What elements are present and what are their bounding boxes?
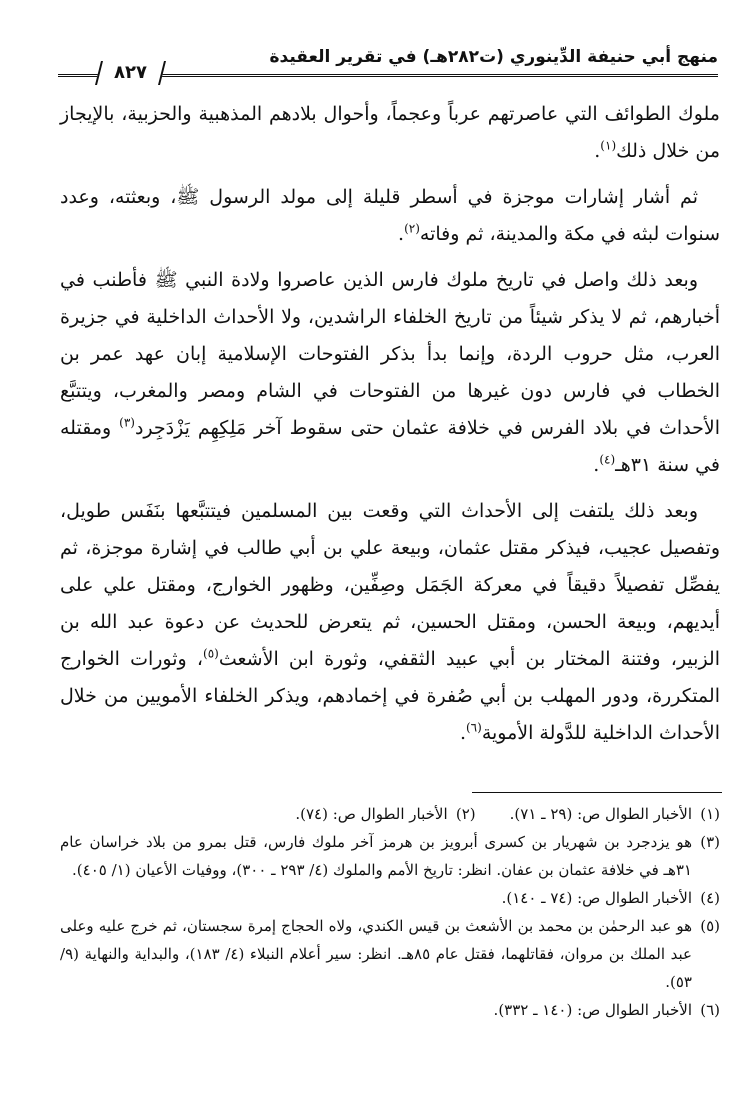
- page-number-box: [95, 61, 166, 85]
- footnote-6-text: الأخبار الطوال ص: (١٤٠ ـ ٣٣٢).: [493, 1001, 692, 1019]
- paragraph-2: [60, 179, 720, 253]
- footnote-3-text: هو يزدجرد بن شهريار بن كسرى أبرويز بن هرمز آخر ملوك فارس، قتل بمرو من بلاد خراسان عام ٣١هـ في خلافة عثمان بن عفان. انظر: تاريخ الأمم والملوك (٤/ ٢٩٣ ـ ٣٠٠)، ووفيات الأعيان (١/ ٤٠٥).: [60, 833, 692, 879]
- footnote-separator: [472, 792, 722, 793]
- footnote-ref-4: (٤): [599, 452, 616, 467]
- footnote-5: [60, 912, 720, 996]
- footnote-6-number: (٦): [700, 1001, 720, 1019]
- paragraph-2-text: ثم أشار إشارات موجزة في أسطر قليلة إلى مولد الرسول ﷺ، وبعثته، وعدد سنوات لبثه في مكة والمدينة، ثم وفاته: [60, 186, 720, 245]
- page-number: ٨٢٧: [114, 62, 147, 83]
- footnote-2-text: الأخبار الطوال ص: (٧٤).: [295, 805, 448, 823]
- paragraph-4-tail: .: [459, 722, 466, 744]
- footnotes: [60, 800, 720, 1024]
- footnote-4: [60, 884, 720, 912]
- paragraph-1: [60, 96, 720, 170]
- footnote-ref-2: (٢): [404, 221, 420, 236]
- footnote-4-number: (٤): [700, 889, 720, 907]
- header-title: منهج أبي حنيفة الدِّينوري (ت٢٨٢هـ) في تقرير العقيدة: [269, 47, 718, 67]
- footnote-1: [510, 800, 720, 828]
- footnote-6: [60, 996, 720, 1024]
- footnote-3: [60, 828, 720, 884]
- footnote-3-number: (٣): [700, 833, 720, 851]
- footnote-ref-3: (٣): [119, 415, 135, 430]
- footnote-1-text: الأخبار الطوال ص: (٢٩ ـ ٧١).: [509, 805, 692, 823]
- footnote-ref-1: (١): [600, 138, 617, 153]
- paragraph-1-text: ملوك الطوائف التي عاصرتهم عرباً وعجماً، وأحوال بلادهم المذهبية والحزبية، بالإيجاز من خلال ذلك: [60, 103, 720, 162]
- paragraph-2-tail: .: [398, 223, 405, 245]
- footnote-2-number: (٢): [455, 805, 476, 823]
- footnote-5-number: (٥): [700, 917, 720, 935]
- paragraph-4-text-b: ، وثورات الخوارج المتكررة، ودور المهلب بن أبي صُفرة في إخمادهم، ويذكر الخلفاء الأمويين من خلال الأحداث الداخلية للدَّولة الأموية: [60, 648, 720, 744]
- paragraph-4: [60, 493, 720, 752]
- main-text: [60, 96, 720, 761]
- paragraph-3-text-a: وبعد ذلك واصل في تاريخ ملوك فارس الذين عاصروا ولادة النبي ﷺ فأطنب في أخبارهم، ثم لا يذكر شيئاً من تاريخ الخلفاء الراشدين، ولا الأحداث الداخلية في جزيرة العرب، مثل حروب الردة، وإنما بدأ بذكر الفتوحات الإسلامية إبان عهد عمر بن الخطاب في فارس دون غيرها من الفتوحات في الشام ومصر والمغرب، ويتتبَّع الأحداث في بلاد الفرس في خلافة عثمان حتى سقوط آخر مَلِكِهِم يَزْدَجِرد: [60, 269, 720, 439]
- footnote-5-text: هو عبد الرحمٰن بن محمد بن الأشعث بن قيس الكندي، ولاه الحجاج إمرة سجستان، ثم خرج عليه وعلى عبد الملك بن مروان، فقاتلهما، فقتل عام ٨٥هـ. انظر: سير أعلام النبلاء (٤/ ١٨٣)، والبداية والنهاية (٩/ ٥٣).: [60, 917, 692, 991]
- footnote-ref-6: (٦): [465, 720, 482, 735]
- footnote-1-number: (١): [700, 805, 720, 823]
- paragraph-1-tail: .: [594, 140, 601, 162]
- paragraph-3-tail: .: [593, 454, 600, 476]
- footnote-row-1-2: [60, 800, 720, 828]
- paragraph-3: [60, 262, 720, 484]
- footnote-4-text: الأخبار الطوال ص: (٧٤ ـ ١٤٠).: [501, 889, 692, 907]
- paragraph-3-text-b: ومقتله في سنة ٣١هـ: [60, 417, 720, 476]
- footnote-2: [295, 800, 475, 828]
- paragraph-4-text-a: وبعد ذلك يلتفت إلى الأحداث التي وقعت بين المسلمين فيتتبَّعها بنَفَس طويل، وتفصيل عجيب، فيذكر مقتل عثمان، وبيعة علي بن أبي طالب في إشارة موجزة، ثم يفصِّل تفصيلاً دقيقاً في معركة الجَمَل وصِفِّين، وظهور الخوارج، ومقتل علي على أيديهم، وبيعة الحسن، ومقتل الحسين، ثم يتعرض للحديث عن دعوة عبد الله بن الزبير، وفتنة المختار بن أبي عبيد الثقفي، وثورة ابن الأشعث: [60, 500, 720, 670]
- footnote-ref-5: (٥): [203, 646, 219, 661]
- running-header: [58, 44, 718, 88]
